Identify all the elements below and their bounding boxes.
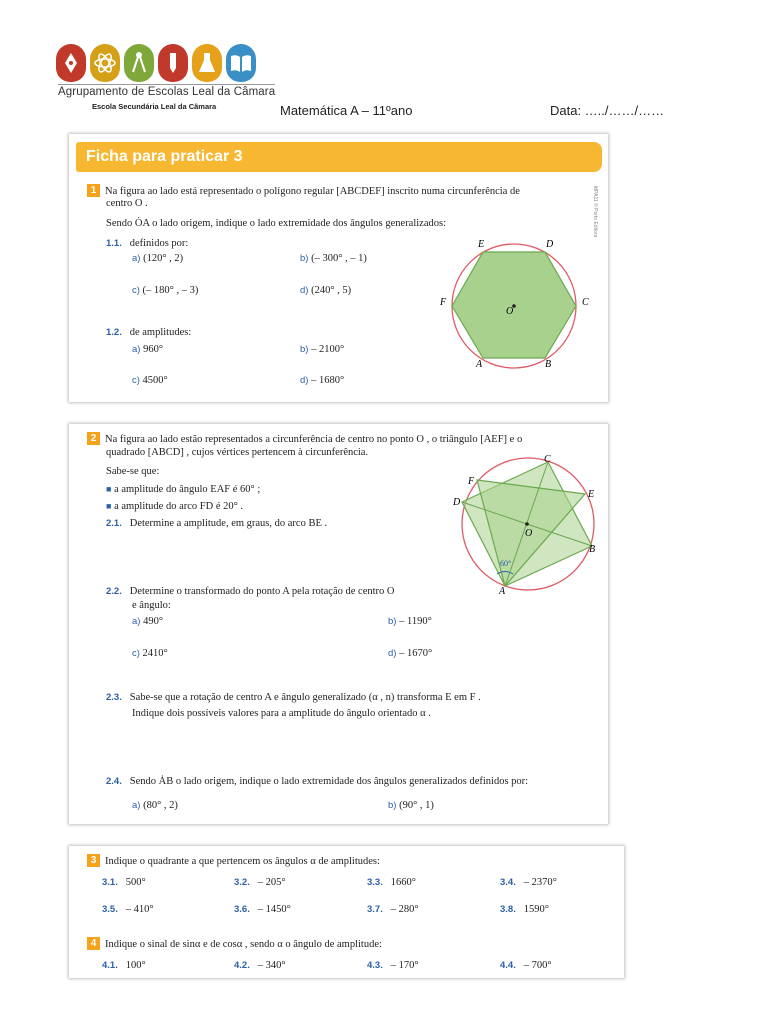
label-E: E xyxy=(478,239,485,250)
ex2-known: Sabe-se que: xyxy=(106,466,160,477)
ex4-item-4: 4.4. – 700° xyxy=(500,960,552,971)
ex2-2-3-line2: Indique dois possíveis valores para a amplitude do ângulo orientado α . xyxy=(132,708,431,719)
ex1-1-1: 1.1. definidos por: xyxy=(106,238,189,249)
ex2-2-4-a: a) (80° , 2) xyxy=(132,800,178,811)
ex3-item-8: 3.8. 1590° xyxy=(500,904,549,915)
ex3-item-5: 3.5. – 410° xyxy=(102,904,154,915)
ex2-2-3: 2.3. Sabe-se que a rotação de centro A e ângulo generalizado (α , n) transforma E em F . xyxy=(106,692,481,703)
ex3-item-3: 3.3. 1660° xyxy=(367,877,416,888)
ex2-2-1: 2.1. Determine a amplitude, em graus, do arco BE . xyxy=(106,518,328,529)
ex2-bullet2: ■ a amplitude do arco FD é 20° . xyxy=(106,501,244,512)
label-B: B xyxy=(589,544,596,555)
ex2-2-2: 2.2. Determine o transformado do ponto A pela rotação de centro O xyxy=(106,586,395,597)
center-point xyxy=(525,522,529,526)
angle-label: 60° xyxy=(500,559,512,568)
ex1-1-1-a: a) (120° , 2) xyxy=(132,253,184,264)
book-icon xyxy=(226,44,256,82)
ex2-2-2-a: a) 490° xyxy=(132,616,164,627)
ex4-item-2: 4.2. – 340° xyxy=(234,960,286,971)
org-name: Agrupamento de Escolas Leal da Câmara xyxy=(58,86,276,98)
ex3-item-7: 3.7. – 280° xyxy=(367,904,419,915)
ex2-line1: 2 Na figura ao lado estão representados a circunferência de centro no ponto O , o triângulo [AEF] e o xyxy=(87,432,522,447)
ex1-1-1-c: c) (– 180° , – 3) xyxy=(132,285,199,296)
ex1-1-2-a: a) 960° xyxy=(132,344,164,355)
label-D: D xyxy=(453,497,461,508)
ex2-bullet1: ■ a amplitude do ângulo EAF é 60° ; xyxy=(106,484,261,495)
ex2-2-2-b: b) – 1190° xyxy=(388,616,432,627)
ex1-1-2-c: c) 4500° xyxy=(132,375,168,386)
label-O: O xyxy=(506,306,514,317)
ex1-line1: 1 Na figura ao lado está representado o polígono regular [ABCDEF] inscrito numa circunferência de xyxy=(87,184,520,199)
label-A: A xyxy=(476,359,483,370)
school-name: Escola Secundária Leal da Câmara xyxy=(92,102,217,111)
ex1-1-2: 1.2. de amplitudes: xyxy=(106,327,192,338)
ex1-line2: centro O . xyxy=(106,198,148,209)
label-D: D xyxy=(546,239,554,250)
label-C: C xyxy=(544,454,551,465)
square-triangle-figure xyxy=(450,452,600,596)
ex1-1-2-b: b) – 2100° xyxy=(300,344,345,355)
pen-nib-icon xyxy=(56,44,86,82)
ex1-line3: Sendo ȮA o lado origem, indique o lado extremidade dos ângulos generalizados: xyxy=(106,218,447,229)
hexagon-figure xyxy=(436,236,596,370)
label-B: B xyxy=(545,359,552,370)
pencil-icon xyxy=(158,44,188,82)
ex3-item-4: 3.4. – 2370° xyxy=(500,877,557,888)
ex2-2-4-b: b) (90° , 1) xyxy=(388,800,434,811)
side-note: MPA11 © Porto Editora xyxy=(592,186,598,238)
ex3-text: 3 Indique o quadrante a que pertencem os ângulos α de amplitudes: xyxy=(87,854,380,869)
label-F: F xyxy=(468,476,475,487)
ex3-item-1: 3.1. 500° xyxy=(102,877,146,888)
ex4-text: 4 Indique o sinal de sinα e de cosα , sendo α o ângulo de amplitude: xyxy=(87,937,382,952)
ex1-1-2-d: d) – 1680° xyxy=(300,375,345,386)
ex3-item-6: 3.6. – 1450° xyxy=(234,904,291,915)
ex2-2-2-c: c) 2410° xyxy=(132,648,168,659)
ex1-number: 1 xyxy=(87,184,100,197)
label-F: F xyxy=(440,297,447,308)
compass-icon xyxy=(124,44,154,82)
sheet-title: Ficha para praticar 3 xyxy=(76,142,602,172)
ex2-2-2-line2: e ângulo: xyxy=(132,600,171,611)
ex1-1-1-b: b) (– 300° , – 1) xyxy=(300,253,367,264)
ex2-2-2-d: d) – 1670° xyxy=(388,648,433,659)
ex3-item-2: 3.2. – 205° xyxy=(234,877,286,888)
ex4-item-3: 4.3. – 170° xyxy=(367,960,419,971)
label-E: E xyxy=(588,489,595,500)
ex2-line2: quadrado [ABCD] , cujos vértices pertencem à circunferência. xyxy=(106,447,369,458)
ex4-item-1: 4.1. 100° xyxy=(102,960,146,971)
school-logo xyxy=(56,44,262,84)
ex2-2-4: 2.4. Sendo ȦB o lado origem, indique o lado extremidade dos ângulos generalizados definidos por: xyxy=(106,776,529,787)
label-A: A xyxy=(499,586,506,596)
atom-icon xyxy=(90,44,120,82)
label-C: C xyxy=(582,297,589,308)
ex1-1-1-d: d) (240° , 5) xyxy=(300,285,352,296)
subject-title: Matemática A – 11ºano xyxy=(280,103,413,118)
flask-icon xyxy=(192,44,222,82)
date-field: Data: …../……/…… xyxy=(550,103,665,118)
label-O: O xyxy=(525,528,533,539)
